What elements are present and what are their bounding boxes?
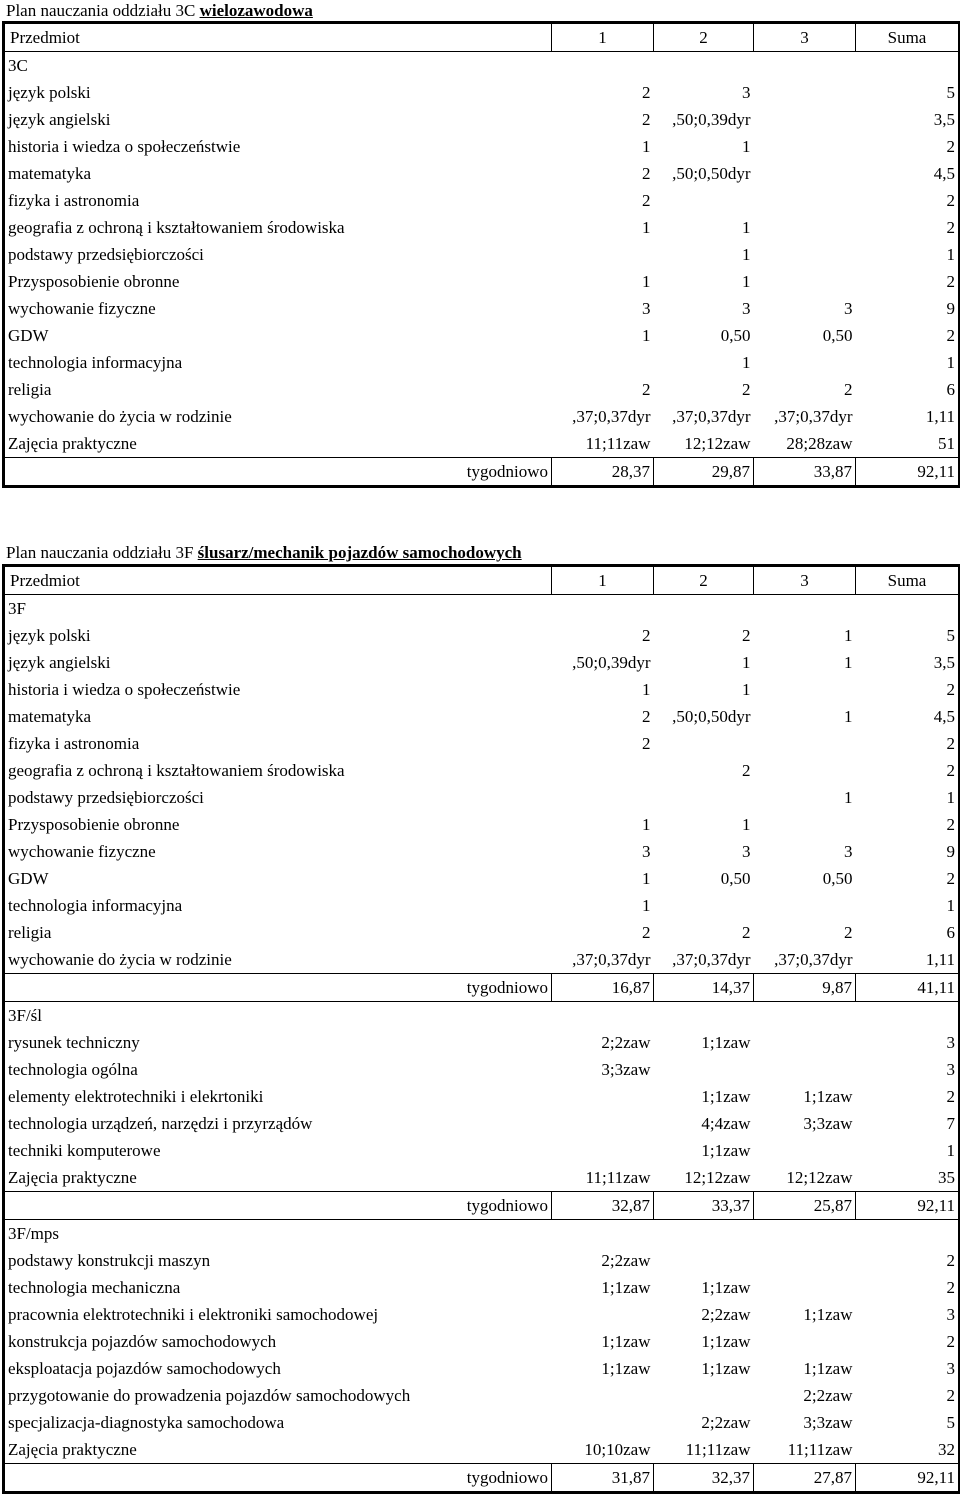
plan-title-profile: wielozawodowa [199, 1, 313, 20]
year-2-cell: 3 [742, 299, 751, 318]
year-3-cell [754, 160, 856, 187]
year-1-cell [552, 1409, 654, 1436]
sum-cell: 2 [856, 133, 960, 160]
year-3-cell [754, 730, 856, 757]
year-2-cell [654, 730, 754, 757]
group-label-row [4, 1002, 960, 1030]
subject-cell: wychowanie do życia w rodzinie [4, 946, 552, 974]
year-1-cell: 1 [642, 896, 651, 915]
sum-cell: 2 [856, 268, 960, 295]
sum-cell: 32 [856, 1436, 960, 1464]
subject-cell: religia [4, 919, 552, 946]
year-2-cell: 2 [742, 626, 751, 645]
year-2-cell [654, 892, 754, 919]
header-subject-cell: Przedmiot [4, 566, 552, 595]
year-2-cell: 1 [742, 353, 751, 372]
total-year-2-cell: 14,37 [654, 974, 754, 1002]
sum-cell: 3 [856, 1029, 960, 1056]
sum-cell: 3,5 [856, 649, 960, 676]
year-1-cell: ,37;0,37dyr [572, 407, 651, 426]
year-3-cell: 1 [844, 626, 853, 645]
sum-cell: 2 [856, 811, 960, 838]
header-year-2-cell: 2 [654, 566, 754, 595]
year-2-cell: ,37;0,37dyr [672, 950, 751, 969]
table-row [4, 838, 960, 865]
table-row [4, 811, 960, 838]
year-3-cell [754, 1274, 856, 1301]
table-row [4, 865, 960, 892]
year-3-cell [754, 79, 856, 106]
year-1-cell: 3 [642, 299, 651, 318]
year-1-cell: 2 [642, 923, 651, 942]
table-row [4, 79, 960, 106]
year-1-cell: 1;1zaw [601, 1359, 651, 1378]
year-3-cell [754, 757, 856, 784]
header-year-2-cell: 2 [654, 23, 754, 52]
table-row [4, 946, 960, 974]
subject-cell: GDW [4, 865, 552, 892]
header-year-3-cell: 3 [754, 23, 856, 52]
year-3-cell: ,37;0,37dyr [774, 407, 853, 426]
subject-cell: geografia z ochroną i kształtowaniem środowiska [4, 757, 552, 784]
table-row [4, 757, 960, 784]
sum-cell: 4,5 [856, 703, 960, 730]
group-label: 3F/mps [4, 1220, 960, 1248]
table-row [4, 1436, 960, 1464]
table-row [4, 349, 960, 376]
year-2-cell: 1;1zaw [701, 1033, 751, 1052]
year-1-cell [552, 1110, 654, 1137]
table-row [4, 160, 960, 187]
year-3-cell [754, 133, 856, 160]
table-row [4, 1247, 960, 1274]
year-2-cell: 1 [742, 815, 751, 834]
year-2-cell: 1;1zaw [701, 1087, 751, 1106]
total-sum-cell: 41,11 [856, 974, 960, 1002]
table-header-row [4, 566, 960, 595]
total-year-3-cell: 27,87 [754, 1464, 856, 1493]
total-year-3-cell: 25,87 [754, 1192, 856, 1220]
table-row [4, 268, 960, 295]
subject-cell: wychowanie fizyczne [4, 295, 552, 322]
plan-table-3f [2, 564, 960, 1494]
table-row [4, 919, 960, 946]
year-2-cell: 2;2zaw [701, 1413, 751, 1432]
sum-cell: 1 [856, 349, 960, 376]
sum-cell: 2 [856, 1274, 960, 1301]
year-2-cell: 12;12zaw [684, 434, 751, 453]
subject-cell: język polski [4, 622, 552, 649]
year-3-cell: 11;11zaw [787, 1440, 853, 1459]
table-row [4, 214, 960, 241]
year-1-cell: 1;1zaw [601, 1278, 651, 1297]
table-row [4, 1328, 960, 1355]
table-row [4, 1137, 960, 1164]
weekly-total-row [4, 1464, 960, 1493]
total-label-cell: tygodniowo [4, 458, 552, 487]
total-year-1-cell: 32,87 [552, 1192, 654, 1220]
year-1-cell: 2 [642, 734, 651, 753]
total-year-1-cell: 28,37 [552, 458, 654, 487]
subject-cell: matematyka [4, 703, 552, 730]
table-row [4, 106, 960, 133]
year-3-cell: 3;3zaw [803, 1413, 853, 1432]
year-1-cell: 3;3zaw [601, 1060, 651, 1079]
subject-cell: historia i wiedza o społeczeństwie [4, 133, 552, 160]
sum-cell: 4,5 [856, 160, 960, 187]
year-2-cell: 1 [742, 218, 751, 237]
plan-title-text: Plan nauczania oddziału 3F [6, 543, 194, 562]
sum-cell: 2 [856, 676, 960, 703]
year-2-cell [654, 187, 754, 214]
year-2-cell: 3 [742, 83, 751, 102]
sum-cell: 2 [856, 865, 960, 892]
sum-cell: 1 [856, 892, 960, 919]
subject-cell: wychowanie do życia w rodzinie [4, 403, 552, 430]
year-1-cell: 2 [642, 191, 651, 210]
year-3-cell: 0,50 [822, 869, 853, 888]
subject-cell: technologia informacyjna [4, 892, 552, 919]
sum-cell: 7 [856, 1110, 960, 1137]
sum-cell: 51 [856, 430, 960, 458]
subject-cell: konstrukcja pojazdów samochodowych [4, 1328, 552, 1355]
year-3-cell: 1 [844, 707, 853, 726]
year-1-cell: 11;11zaw [585, 434, 651, 453]
year-2-cell: ,50;0,50dyr [672, 164, 751, 183]
subject-cell: GDW [4, 322, 552, 349]
total-year-1-cell: 31,87 [552, 1464, 654, 1493]
subject-cell: specjalizacja-diagnostyka samochodowa [4, 1409, 552, 1436]
year-1-cell: 2 [642, 707, 651, 726]
year-2-cell: 1 [742, 272, 751, 291]
year-1-cell [552, 1382, 654, 1409]
sum-cell: 3,5 [856, 106, 960, 133]
year-3-cell [754, 241, 856, 268]
subject-cell: podstawy przedsiębiorczości [4, 241, 552, 268]
sum-cell: 9 [856, 295, 960, 322]
subject-cell: technologia mechaniczna [4, 1274, 552, 1301]
table-row [4, 1029, 960, 1056]
year-1-cell: 3 [642, 842, 651, 861]
table-row [4, 1355, 960, 1382]
group-label-row [4, 595, 960, 623]
subject-cell: wychowanie fizyczne [4, 838, 552, 865]
total-year-2-cell: 29,87 [654, 458, 754, 487]
total-label-cell: tygodniowo [4, 1192, 552, 1220]
sum-cell: 2 [856, 1382, 960, 1409]
sum-cell: 2 [856, 187, 960, 214]
subject-cell: Zajęcia praktyczne [4, 1436, 552, 1464]
table-row [4, 622, 960, 649]
year-3-cell: 1;1zaw [803, 1305, 853, 1324]
year-2-cell: 1 [742, 245, 751, 264]
year-3-cell [754, 892, 856, 919]
subject-cell: geografia z ochroną i kształtowaniem środowiska [4, 214, 552, 241]
subject-cell: rysunek techniczny [4, 1029, 552, 1056]
year-1-cell: 11;11zaw [585, 1168, 651, 1187]
year-3-cell: ,37;0,37dyr [774, 950, 853, 969]
year-1-cell: 1 [642, 680, 651, 699]
table-row [4, 784, 960, 811]
year-1-cell: 2;2zaw [601, 1251, 651, 1270]
header-year-1-cell: 1 [552, 23, 654, 52]
group-label-row [4, 1220, 960, 1248]
year-1-cell: ,50;0,39dyr [572, 653, 651, 672]
plan-title-text: Plan nauczania oddziału 3C [6, 1, 196, 20]
subject-cell: język angielski [4, 106, 552, 133]
year-1-cell [552, 757, 654, 784]
plan-title-3c [6, 0, 313, 21]
sum-cell: 9 [856, 838, 960, 865]
year-2-cell [654, 1247, 754, 1274]
year-2-cell [654, 784, 754, 811]
sum-cell: 3 [856, 1355, 960, 1382]
sum-cell: 2 [856, 1247, 960, 1274]
table-header-row [4, 23, 960, 52]
year-3-cell: 2 [844, 380, 853, 399]
year-2-cell: ,37;0,37dyr [672, 407, 751, 426]
year-2-cell: 1;1zaw [701, 1332, 751, 1351]
year-3-cell [754, 268, 856, 295]
year-3-cell [754, 676, 856, 703]
sum-cell: 2 [856, 730, 960, 757]
subject-cell: historia i wiedza o społeczeństwie [4, 676, 552, 703]
table-row [4, 430, 960, 458]
total-sum-cell: 92,11 [856, 1464, 960, 1493]
year-1-cell: 1 [642, 272, 651, 291]
year-1-cell: 2 [642, 626, 651, 645]
year-3-cell: 1 [844, 788, 853, 807]
sum-cell: 6 [856, 376, 960, 403]
year-1-cell: 1 [642, 137, 651, 156]
year-2-cell: 2 [742, 761, 751, 780]
group-label: 3C [4, 52, 960, 80]
subject-cell: podstawy konstrukcji maszyn [4, 1247, 552, 1274]
year-1-cell: 2 [642, 110, 651, 129]
table-row [4, 1409, 960, 1436]
year-1-cell [552, 784, 654, 811]
year-1-cell: 1 [642, 815, 651, 834]
sum-cell: 3 [856, 1301, 960, 1328]
year-1-cell [552, 1083, 654, 1110]
subject-cell: Przysposobienie obronne [4, 268, 552, 295]
table-row [4, 1110, 960, 1137]
year-3-cell [754, 214, 856, 241]
table-row [4, 649, 960, 676]
weekly-total-row [4, 974, 960, 1002]
table-row [4, 1083, 960, 1110]
year-2-cell: 2;2zaw [701, 1305, 751, 1324]
year-3-cell: 28;28zaw [786, 434, 853, 453]
sum-cell: 1 [856, 784, 960, 811]
year-3-cell: 3 [844, 299, 853, 318]
year-2-cell: 2 [742, 923, 751, 942]
table-row [4, 241, 960, 268]
header-year-3-cell: 3 [754, 566, 856, 595]
subject-cell: Zajęcia praktyczne [4, 430, 552, 458]
table-row [4, 1301, 960, 1328]
year-2-cell: ,50;0,39dyr [672, 110, 751, 129]
table-row [4, 403, 960, 430]
year-3-cell: 2 [844, 923, 853, 942]
subject-cell: Zajęcia praktyczne [4, 1164, 552, 1192]
group-label: 3F/śl [4, 1002, 960, 1030]
year-1-cell: 2 [642, 164, 651, 183]
total-year-1-cell: 16,87 [552, 974, 654, 1002]
year-2-cell: 4;4zaw [701, 1114, 751, 1133]
year-2-cell [654, 1382, 754, 1409]
header-subject-cell: Przedmiot [4, 23, 552, 52]
year-3-cell: 1;1zaw [803, 1359, 853, 1378]
plan-title-3f [6, 542, 522, 563]
table-row [4, 133, 960, 160]
year-3-cell [754, 1137, 856, 1164]
year-1-cell: 1 [642, 326, 651, 345]
year-2-cell: 11;11zaw [685, 1440, 751, 1459]
subject-cell: fizyka i astronomia [4, 187, 552, 214]
year-2-cell: 1;1zaw [701, 1359, 751, 1378]
table-row [4, 730, 960, 757]
year-2-cell: 0,50 [720, 869, 751, 888]
subject-cell: Przysposobienie obronne [4, 811, 552, 838]
year-1-cell: ,37;0,37dyr [572, 950, 651, 969]
table-row [4, 187, 960, 214]
year-1-cell: 2 [642, 380, 651, 399]
sum-cell: 5 [856, 1409, 960, 1436]
subject-cell: język polski [4, 79, 552, 106]
table-row [4, 376, 960, 403]
total-year-2-cell: 33,37 [654, 1192, 754, 1220]
sum-cell: 1,11 [856, 403, 960, 430]
year-1-cell: 10;10zaw [584, 1440, 651, 1459]
year-3-cell: 1 [844, 653, 853, 672]
year-2-cell: ,50;0,50dyr [672, 707, 751, 726]
year-1-cell [552, 1301, 654, 1328]
year-1-cell: 1 [642, 218, 651, 237]
group-label: 3F [4, 595, 960, 623]
total-sum-cell: 92,11 [856, 458, 960, 487]
year-2-cell: 1 [742, 653, 751, 672]
year-3-cell: 12;12zaw [786, 1168, 853, 1187]
year-2-cell: 3 [742, 842, 751, 861]
weekly-total-row [4, 1192, 960, 1220]
subject-cell: fizyka i astronomia [4, 730, 552, 757]
header-sum-cell: Suma [856, 566, 960, 595]
year-2-cell: 1 [742, 680, 751, 699]
year-1-cell [552, 1137, 654, 1164]
header-year-1-cell: 1 [552, 566, 654, 595]
year-3-cell [754, 1056, 856, 1083]
year-2-cell: 1;1zaw [701, 1278, 751, 1297]
sum-cell: 2 [856, 1328, 960, 1355]
year-3-cell [754, 811, 856, 838]
total-year-3-cell: 9,87 [754, 974, 856, 1002]
total-year-2-cell: 32,37 [654, 1464, 754, 1493]
year-3-cell [754, 1029, 856, 1056]
sum-cell: 1,11 [856, 946, 960, 974]
year-2-cell: 1;1zaw [701, 1141, 751, 1160]
table-row [4, 703, 960, 730]
sum-cell: 5 [856, 79, 960, 106]
year-2-cell: 0,50 [720, 326, 751, 345]
sum-cell: 35 [856, 1164, 960, 1192]
year-1-cell: 1 [642, 869, 651, 888]
subject-cell: religia [4, 376, 552, 403]
total-year-3-cell: 33,87 [754, 458, 856, 487]
subject-cell: technologia ogólna [4, 1056, 552, 1083]
year-2-cell: 1 [742, 137, 751, 156]
year-1-cell: 1;1zaw [601, 1332, 651, 1351]
table-row [4, 892, 960, 919]
weekly-total-row [4, 458, 960, 487]
subject-cell: technologia urządzeń, narzędzi i przyrządów [4, 1110, 552, 1137]
subject-cell: technologia informacyjna [4, 349, 552, 376]
sum-cell: 1 [856, 241, 960, 268]
subject-cell: matematyka [4, 160, 552, 187]
year-1-cell [552, 349, 654, 376]
year-1-cell: 2;2zaw [601, 1033, 651, 1052]
subject-cell: eksploatacja pojazdów samochodowych [4, 1355, 552, 1382]
table-row [4, 1056, 960, 1083]
sum-cell: 6 [856, 919, 960, 946]
total-label-cell: tygodniowo [4, 1464, 552, 1493]
year-3-cell: 3;3zaw [803, 1114, 853, 1133]
plan-title-profile: ślusarz/mechanik pojazdów samochodowych [197, 543, 522, 562]
year-3-cell [754, 106, 856, 133]
sum-cell: 5 [856, 622, 960, 649]
group-label-row [4, 52, 960, 80]
year-3-cell [754, 1247, 856, 1274]
year-2-cell: 2 [742, 380, 751, 399]
table-row [4, 676, 960, 703]
table-row [4, 295, 960, 322]
year-3-cell [754, 349, 856, 376]
sum-cell: 1 [856, 1137, 960, 1164]
year-3-cell: 1;1zaw [803, 1087, 853, 1106]
subject-cell: przygotowanie do prowadzenia pojazdów samochodowych [4, 1382, 552, 1409]
total-sum-cell: 92,11 [856, 1192, 960, 1220]
subject-cell: pracownia elektrotechniki i elektroniki samochodowej [4, 1301, 552, 1328]
sum-cell: 2 [856, 322, 960, 349]
table-row [4, 322, 960, 349]
year-2-cell [654, 1056, 754, 1083]
year-1-cell [552, 241, 654, 268]
sum-cell: 3 [856, 1056, 960, 1083]
table-row [4, 1382, 960, 1409]
year-3-cell: 0,50 [822, 326, 853, 345]
year-3-cell: 3 [844, 842, 853, 861]
subject-cell: elementy elektrotechniki i elekrtoniki [4, 1083, 552, 1110]
sum-cell: 2 [856, 214, 960, 241]
plan-table-3c [2, 21, 960, 488]
table-row [4, 1274, 960, 1301]
sum-cell: 2 [856, 757, 960, 784]
total-label-cell: tygodniowo [4, 974, 552, 1002]
sum-cell: 2 [856, 1083, 960, 1110]
subject-cell: podstawy przedsiębiorczości [4, 784, 552, 811]
year-1-cell: 2 [642, 83, 651, 102]
table-row [4, 1164, 960, 1192]
header-sum-cell: Suma [856, 23, 960, 52]
year-3-cell [754, 1328, 856, 1355]
subject-cell: język angielski [4, 649, 552, 676]
year-2-cell: 12;12zaw [684, 1168, 751, 1187]
year-3-cell [754, 187, 856, 214]
year-3-cell: 2;2zaw [803, 1386, 853, 1405]
subject-cell: techniki komputerowe [4, 1137, 552, 1164]
